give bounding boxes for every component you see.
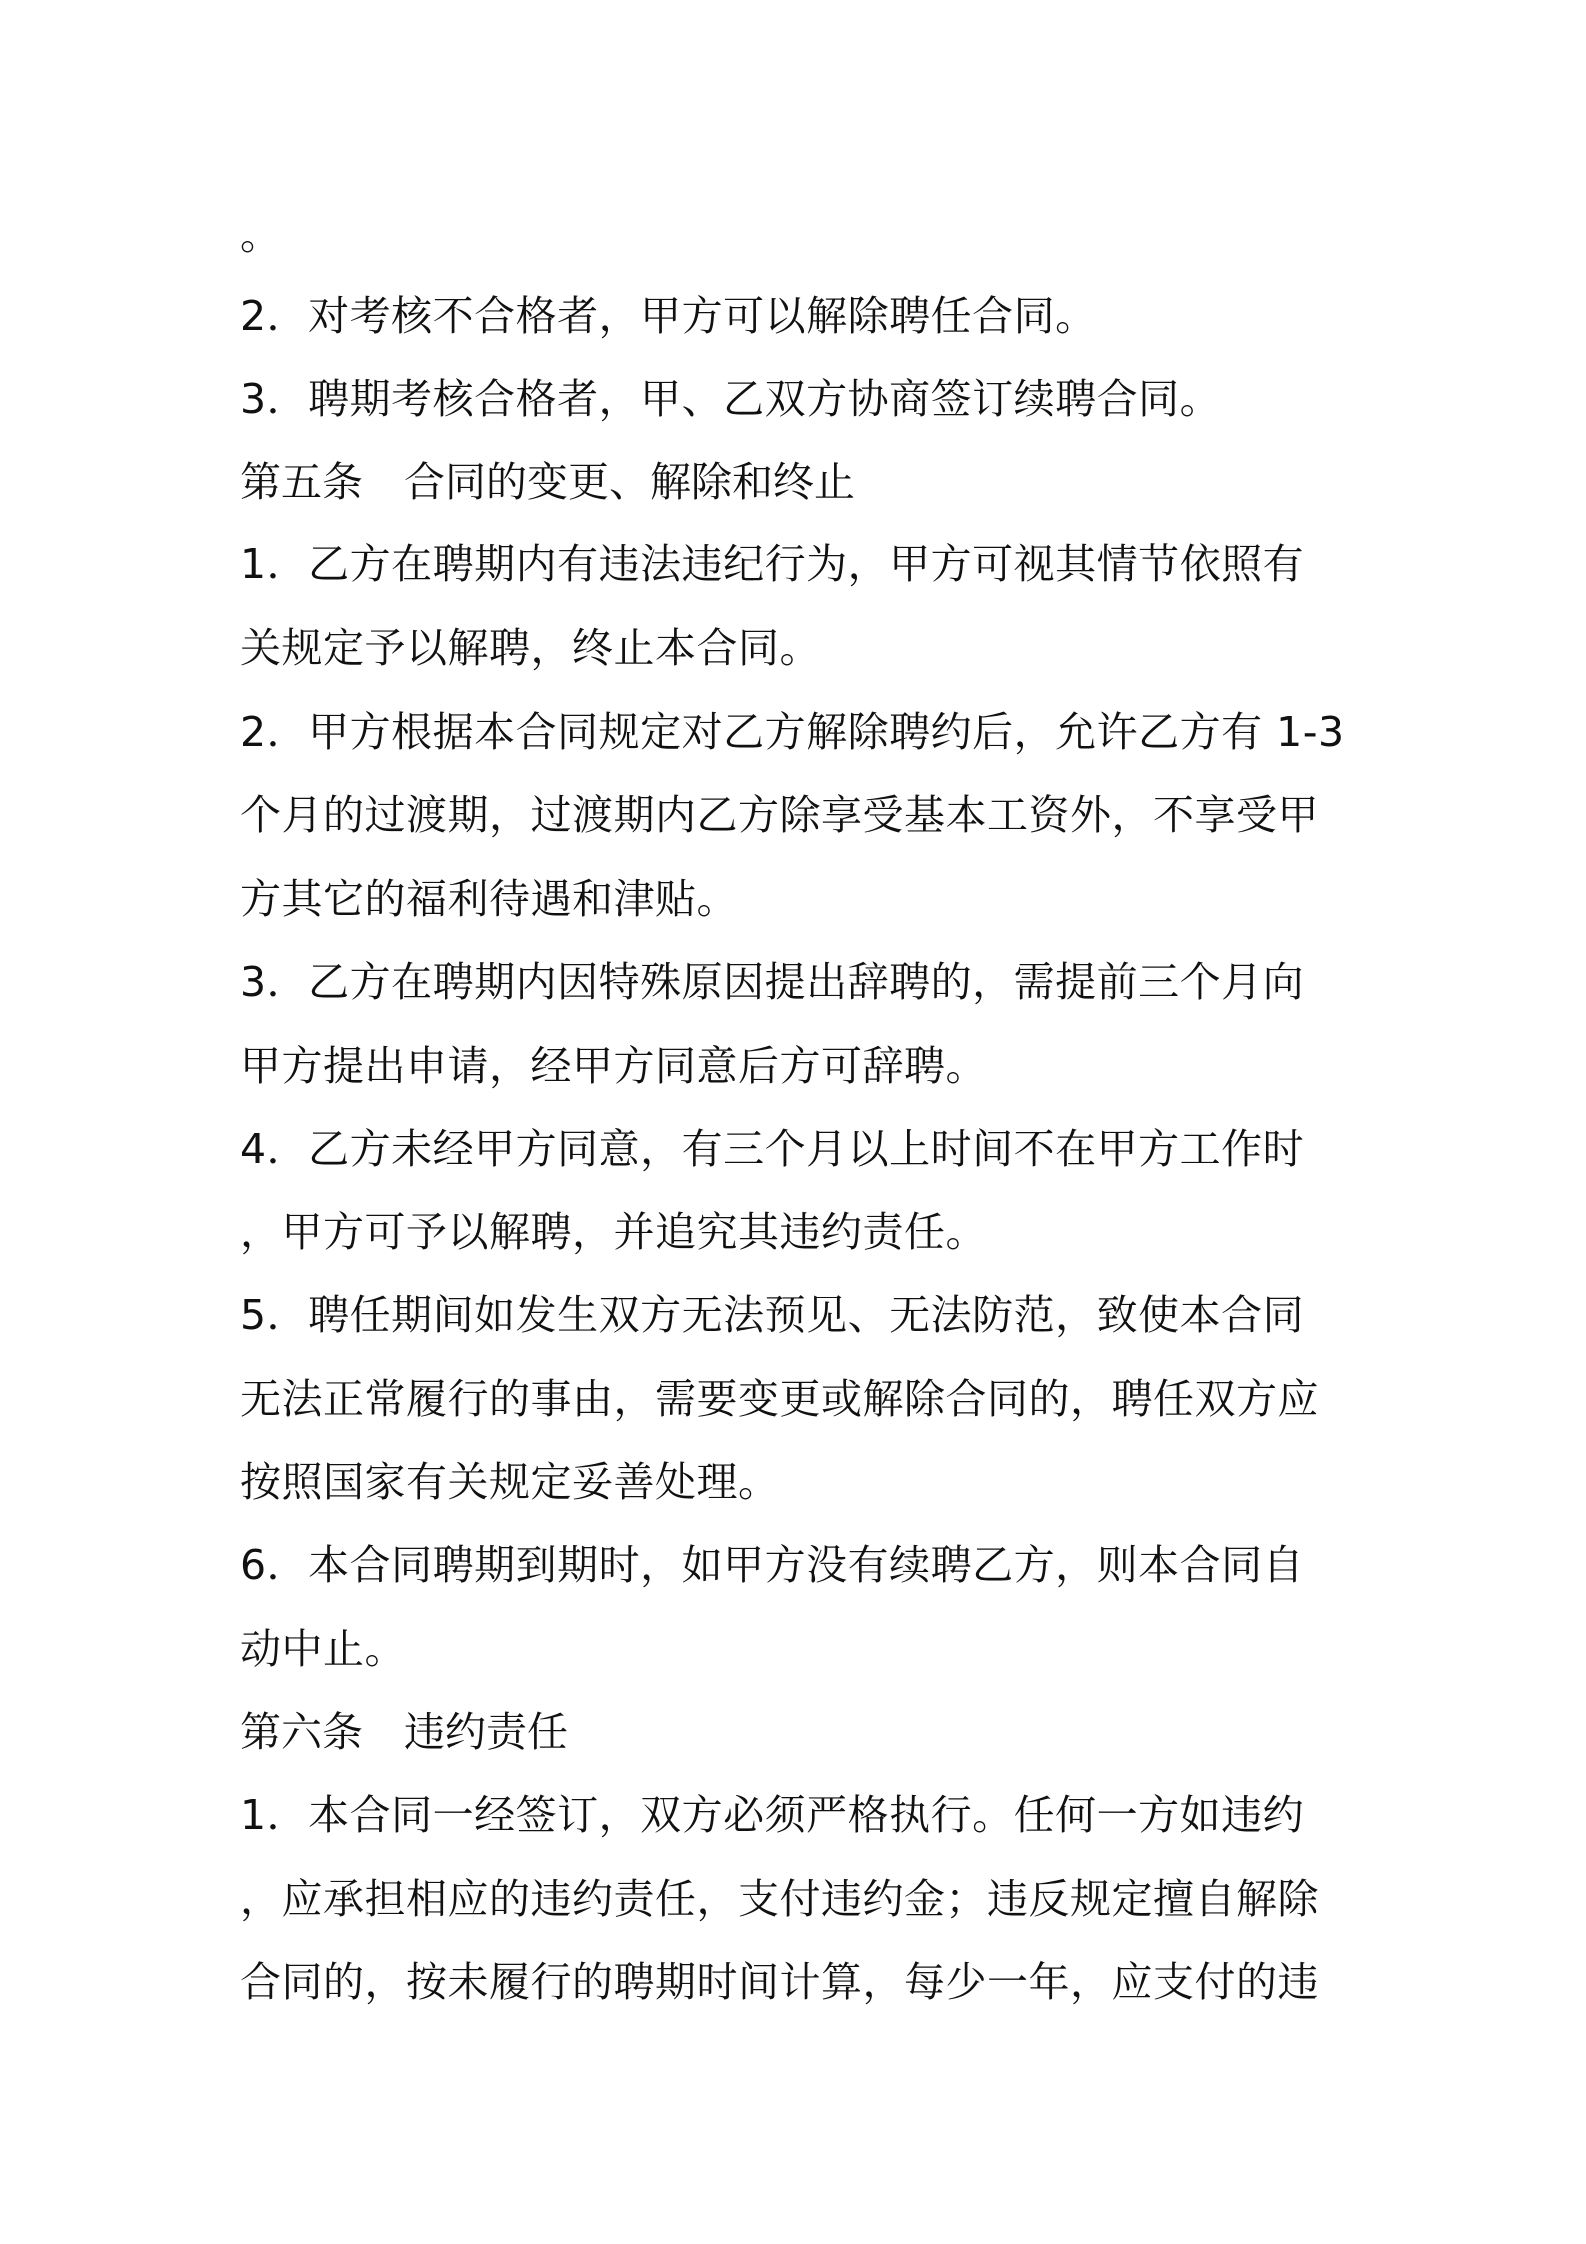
text-line: 5．聘任期间如发生双方无法预见、无法防范，致使本合同 [240,1291,1305,1339]
text-line: 甲方提出申请，经甲方同意后方可辞聘。 [240,1042,987,1090]
text-line: 方其它的福利待遇和津贴。 [240,875,738,923]
text-line: 6．本合同聘期到期时，如甲方没有续聘乙方，则本合同自 [240,1541,1305,1589]
text-line: 2．对考核不合格者，甲方可以解除聘任合同。 [240,292,1097,340]
text-line: 1．乙方在聘期内有违法违纪行为，甲方可视其情节依照有 [240,540,1305,588]
text-line: 关规定予以解聘，终止本合同。 [240,624,821,672]
text-line: 。 [240,211,282,259]
text-line: 按照国家有关规定妥善处理。 [240,1458,780,1506]
text-line: 个月的过渡期，过渡期内乙方除享受基本工资外，不享受甲 [240,791,1319,839]
text-line: 动中止。 [240,1625,406,1673]
section-heading: 第六条 违约责任 [240,1708,568,1756]
section-heading: 第五条 合同的变更、解除和终止 [240,458,855,506]
text-line: 3．乙方在聘期内因特殊原因提出辞聘的，需提前三个月向 [240,958,1305,1006]
text-line: 3．聘期考核合格者，甲、乙双方协商签订续聘合同。 [240,375,1222,423]
text-line: 1．本合同一经签订，双方必须严格执行。任何一方如违约 [240,1791,1305,1839]
text-line: ，甲方可予以解聘，并追究其违约责任。 [240,1208,987,1256]
text-line: 4．乙方未经甲方同意，有三个月以上时间不在甲方工作时 [240,1125,1305,1173]
text-line: 合同的，按未履行的聘期时间计算，每少一年，应支付的违 [240,1958,1319,2006]
text-line: 无法正常履行的事由，需要变更或解除合同的，聘任双方应 [240,1375,1319,1423]
text-line: ，应承担相应的违约责任，支付违约金；违反规定擅自解除 [240,1875,1319,1923]
text-line: 2．甲方根据本合同规定对乙方解除聘约后，允许乙方有 1-3 [240,708,1345,756]
